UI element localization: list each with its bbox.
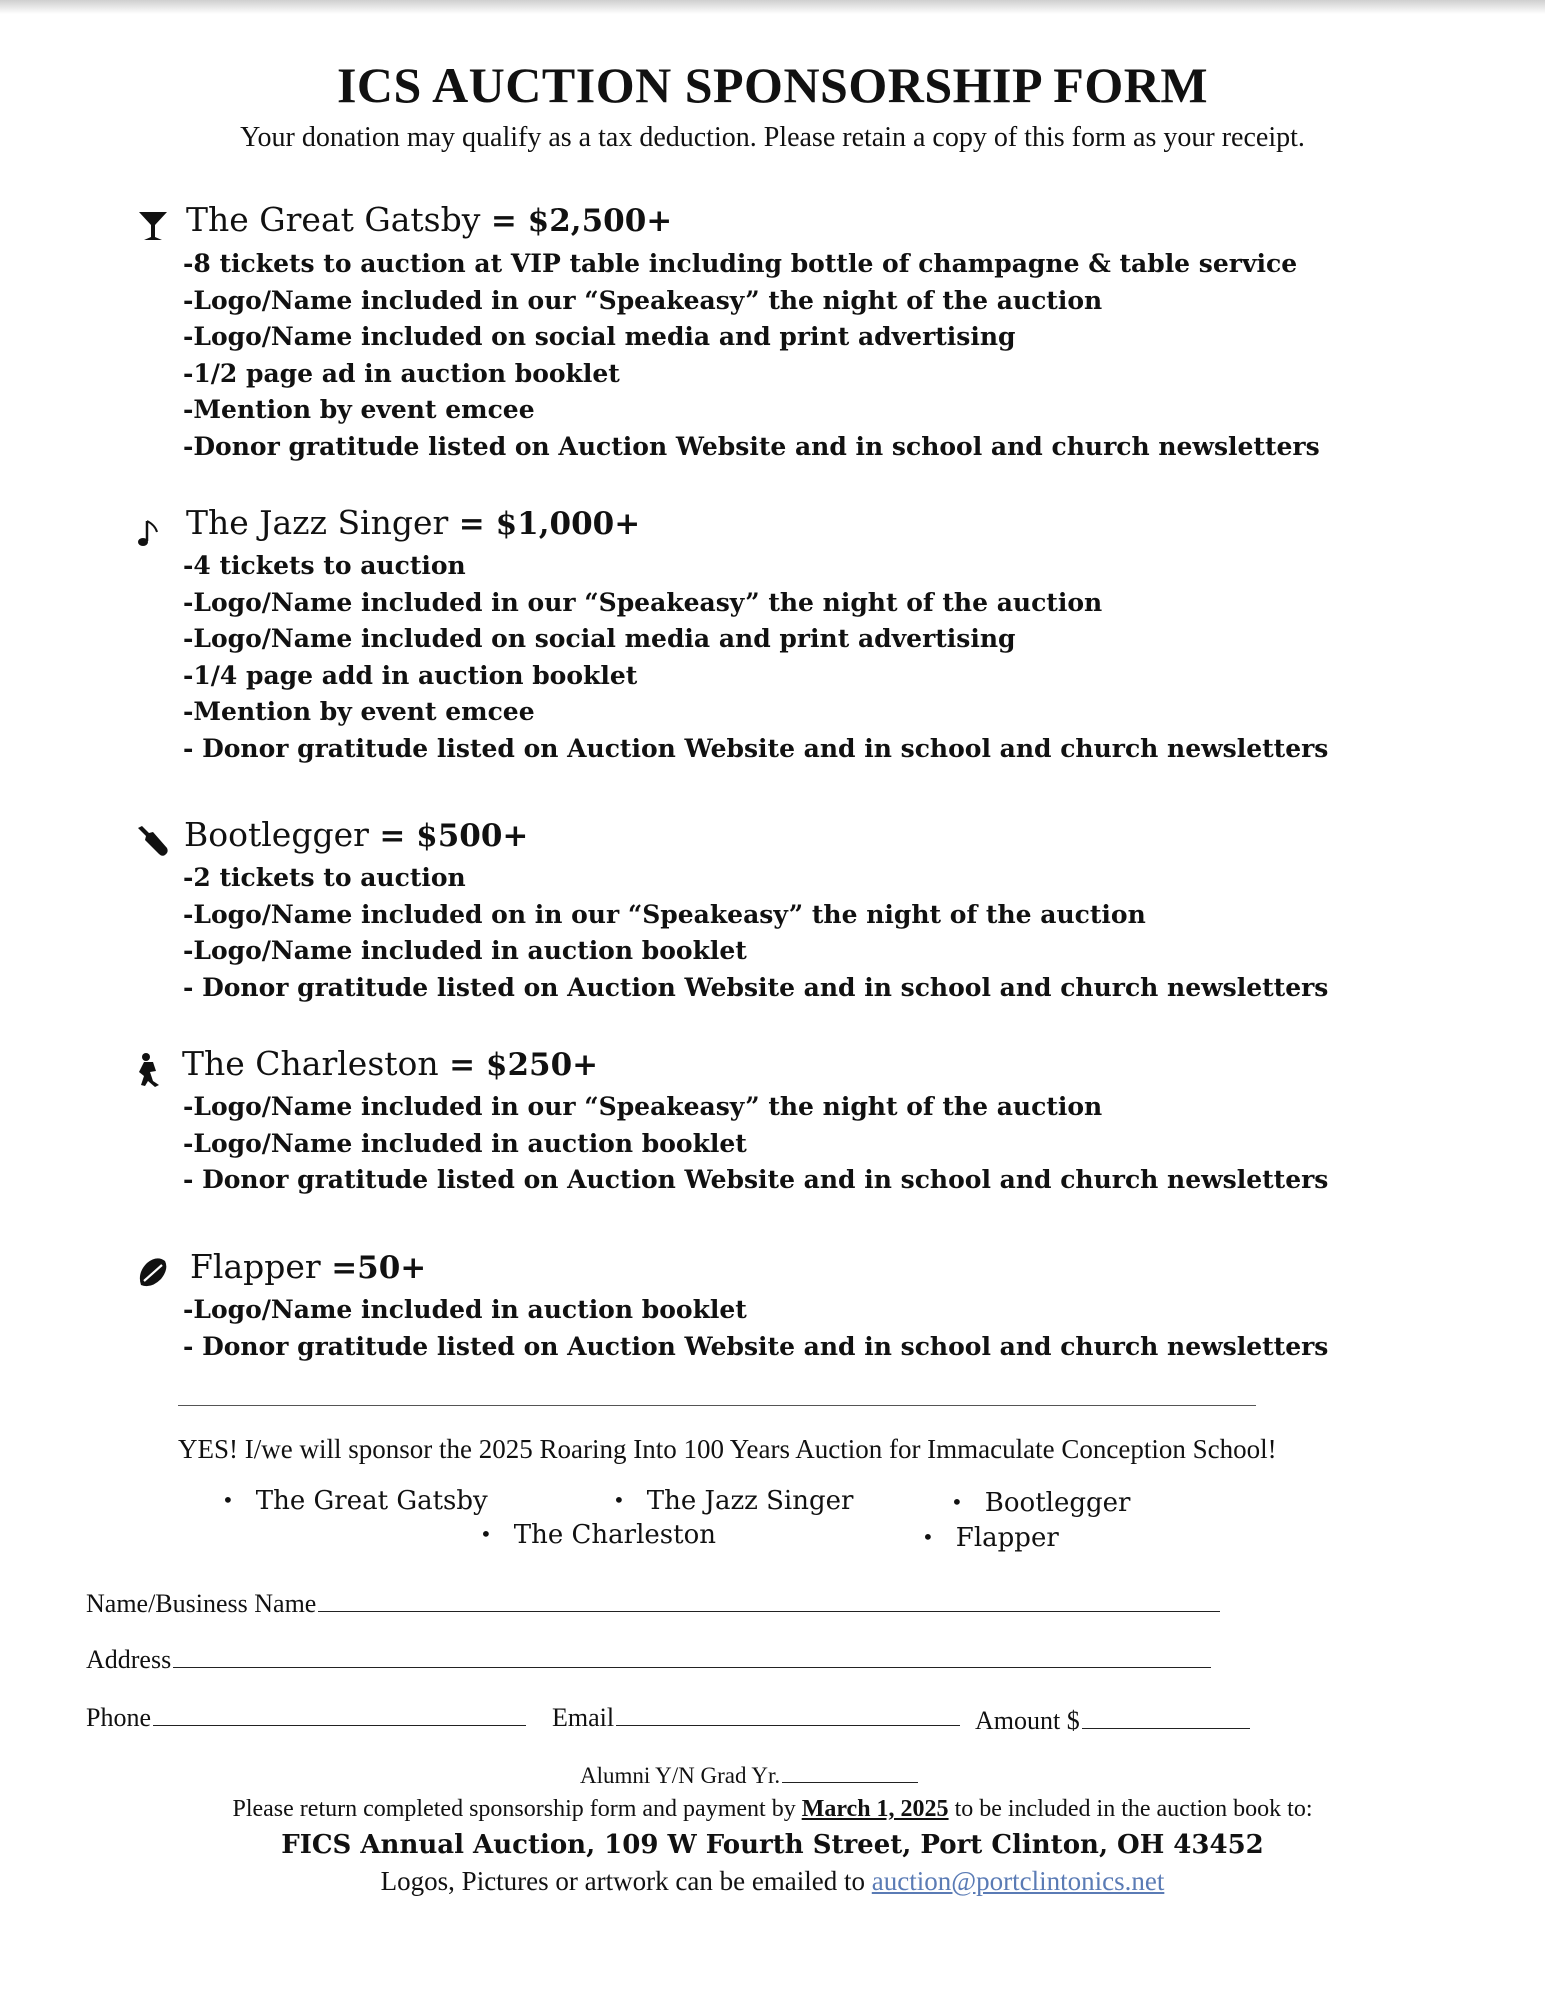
martini-glass-icon [135,208,171,244]
tier-price: = $1,000+ [458,506,641,542]
tier-price: = $250+ [449,1047,599,1083]
amount-field[interactable] [975,1706,1250,1736]
option-label: Flapper [955,1523,1059,1553]
bullet-icon: • [951,1490,963,1514]
tier-name: The Great Gatsby [186,200,481,239]
address-field[interactable] [86,1645,1211,1675]
benefit-list [183,1292,1328,1365]
bullet-icon: • [480,1522,492,1546]
tier-heading [186,200,672,239]
option-charleston[interactable] [480,1520,716,1550]
benefit-item: - Donor gratitude listed on Auction Website and in school and church newsletters [183,1165,1329,1194]
tier-heading [182,1044,598,1083]
amount-label: Amount $ [975,1706,1080,1735]
alumni-label: Alumni Y/N Grad Yr. [580,1763,781,1788]
name-input-line[interactable] [318,1610,1220,1612]
benefit-list [183,860,1328,1006]
return-deadline: March 1, 2025 [801,1796,949,1822]
alumni-field[interactable] [580,1763,918,1789]
benefit-item: -2 tickets to auction [183,863,466,892]
tier-name: The Charleston [182,1044,439,1083]
email-field[interactable] [552,1703,960,1733]
benefit-item: -Donor gratitude listed on Auction Website and in school and church newsletters [183,431,1320,461]
lips-icon [135,1255,169,1291]
option-label: The Jazz Singer [646,1486,854,1516]
benefit-list [183,246,1320,465]
auction-email-link[interactable]: auction@portclintonics.net [871,1866,1165,1896]
benefit-item: - Donor gratitude listed on Auction Website and in school and church newsletters [183,1331,1329,1361]
tier-name: The Jazz Singer [186,503,449,542]
benefit-item: -Logo/Name included on social media and print advertising [183,322,1016,351]
tier-price: =50+ [331,1250,427,1286]
bullet-icon: • [922,1525,934,1549]
option-great-gatsby[interactable] [222,1486,488,1516]
address-input-line[interactable] [173,1666,1211,1668]
option-jazz-singer[interactable] [613,1486,853,1516]
bullet-icon: • [222,1488,234,1512]
benefit-item: - Donor gratitude listed on Auction Website and in school and church newsletters [183,972,1329,1002]
logos-email-line: Logos, Pictures or artwork can be emailed to auction@portclintonics.net [380,1866,1165,1896]
benefit-item: -Logo/Name included in auction booklet [183,1128,747,1158]
benefit-item: -Logo/Name included on social media and print advertising [183,624,1016,653]
bullet-icon: • [613,1488,625,1512]
option-flapper[interactable] [922,1523,1059,1553]
benefit-item: -Logo/Name included in our “Speakeasy” the night of the auction [183,587,1103,617]
benefit-item: -Logo/Name included in auction booklet [183,936,747,965]
phone-label: Phone [86,1703,151,1732]
section-divider [178,1405,1256,1406]
phone-input-line[interactable] [153,1724,526,1726]
address-label: Address [86,1645,172,1674]
pledge-statement: YES! I/we will sponsor the 2025 Roaring Into 100 Years Auction for Immaculate Conception School! [178,1434,1277,1464]
tier-name: Flapper [190,1247,321,1286]
benefit-item: -1/2 page ad in auction booklet [183,358,620,388]
benefit-list [183,1089,1328,1199]
benefit-item: -Logo/Name included in our “Speakeasy” the night of the auction [183,285,1103,315]
benefit-item: - Donor gratitude listed on Auction Website and in school and church newsletters [183,733,1329,763]
benefit-item: -4 tickets to auction [183,551,466,580]
tier-price: = $500+ [379,818,529,854]
tier-heading [184,815,528,854]
tier-price: = $2,500+ [490,203,673,239]
scan-top-edge [0,0,1545,14]
benefit-item: -Mention by event emcee [183,395,535,424]
option-label: The Great Gatsby [255,1486,488,1516]
grad-year-input-line[interactable] [782,1781,918,1783]
benefit-item: -Mention by event emcee [183,697,535,726]
benefit-item: -8 tickets to auction at VIP table including bottle of champagne & table service [183,249,1298,278]
amount-input-line[interactable] [1082,1727,1250,1729]
benefit-item: -Logo/Name included in auction booklet [183,1295,747,1324]
name-label: Name/Business Name [86,1589,317,1618]
option-label: Bootlegger [984,1488,1131,1518]
phone-field[interactable] [86,1703,526,1733]
name-field[interactable] [86,1589,1220,1619]
tier-heading [190,1247,426,1286]
mailing-address: FICS Annual Auction, 109 W Fourth Street, Port Clinton, OH 43452 [281,1830,1264,1860]
benefit-list [183,548,1328,767]
benefit-item: -Logo/Name included on in our “Speakeasy” the night of the auction [183,899,1146,929]
dancer-icon [135,1052,165,1088]
form-subtitle: Your donation may qualify as a tax deduction. Please retain a copy of this form as your receipt. [240,122,1305,153]
option-label: The Charleston [513,1520,716,1550]
form-title: ICS AUCTION SPONSORSHIP FORM [336,57,1209,113]
return-instructions: Please return completed sponsorship form and payment by March 1, 2025 to be included in the auction book to: [232,1796,1313,1822]
music-note-icon [137,519,161,549]
bottle-icon [135,823,171,859]
benefit-item: -Logo/Name included in our “Speakeasy” the night of the auction [183,1092,1103,1121]
tier-heading [186,503,640,542]
tier-name: Bootlegger [184,815,369,854]
option-bootlegger[interactable] [951,1488,1130,1518]
email-label: Email [552,1703,615,1732]
benefit-item: -1/4 page add in auction booklet [183,660,638,690]
email-input-line[interactable] [616,1724,960,1726]
